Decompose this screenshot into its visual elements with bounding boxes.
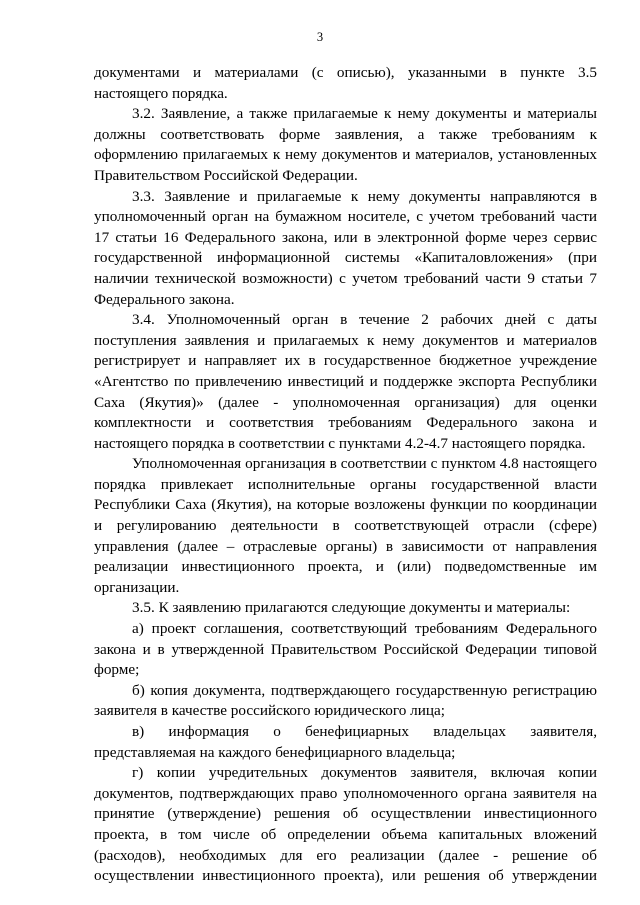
list-item-b: б) копия документа, подтверждающего государственную регистрацию заявителя в качестве российского юридического лица; <box>94 681 597 720</box>
paragraph-continuation: документами и материалами (с описью), указанными в пункте 3.5 настоящего порядка. <box>94 64 597 102</box>
list-item-g: г) копии учредительных документов заявителя, включая копии документов, подтверждающих право уполномоченного органа заявителя на принятие (утверждение) решения об осуществлении инвестиционного проекта, в том числе об определении объема капитальных вложений (расходов), необходимых для его реализации (далее - решение об осуществлении инвестиционного проекта), или решения об утверждении <box>94 764 597 885</box>
paragraph-3-3: 3.3. Заявление и прилагаемые к нему документы направляются в уполномоченный орган на бумажном носителе, с учетом требований части 17 статьи 16 Федерального закона, или в электронной форме через сервис государственной информационной системы «Капиталовложения» (при наличии технической возможности) с учетом требований части 9 статьи 7 Федерального закона. <box>94 187 597 308</box>
page-number: 3 <box>316 30 324 44</box>
document-body <box>94 63 597 887</box>
list-item-v: в) информация о бенефициарных владельцах заявителя, представляемая на каждого бенефициарного владельца; <box>94 723 597 761</box>
paragraph-3-4: 3.4. Уполномоченный орган в течение 2 рабочих дней с даты поступления заявления и прилагаемых к нему документов и материалов регистрирует и направляет их в государственное бюджетное учреждение «Агентство по привлечению инвестиций и поддержке экспорта Республики Саха (Якутия)» (далее - уполномоченная организация) для оценки комплектности и соответствия требованиям Федерального закона и настоящего порядка в соответствии с пунктами 4.2-4.7 настоящего порядка. <box>94 311 597 452</box>
list-item-a: а) проект соглашения, соответствующий требованиям Федерального закона и в утвержденной Правительством Российской Федерации типовой форме; <box>94 620 597 679</box>
paragraph-3-5: 3.5. К заявлению прилагаются следующие документы и материалы: <box>132 599 571 617</box>
paragraph-authorized-organization: Уполномоченная организация в соответствии с пунктом 4.8 настоящего порядка привлекает исполнительные органы государственной власти Республики Саха (Якутия), на которые возложены функции по координации и регулированию деятельности в соответствующей отрасли (сфере) управления (далее – отраслевые органы) в зависимости от направления реализации инвестиционного проекта, и (или) подведомственные им организации. <box>94 455 597 596</box>
paragraph-3-2: 3.2. Заявление, а также прилагаемые к нему документы и материалы должны соответствовать форме заявления, а также требованиям к оформлению прилагаемых к нему документов и материалов, установленных Правительством Российской Федерации. <box>94 105 597 184</box>
